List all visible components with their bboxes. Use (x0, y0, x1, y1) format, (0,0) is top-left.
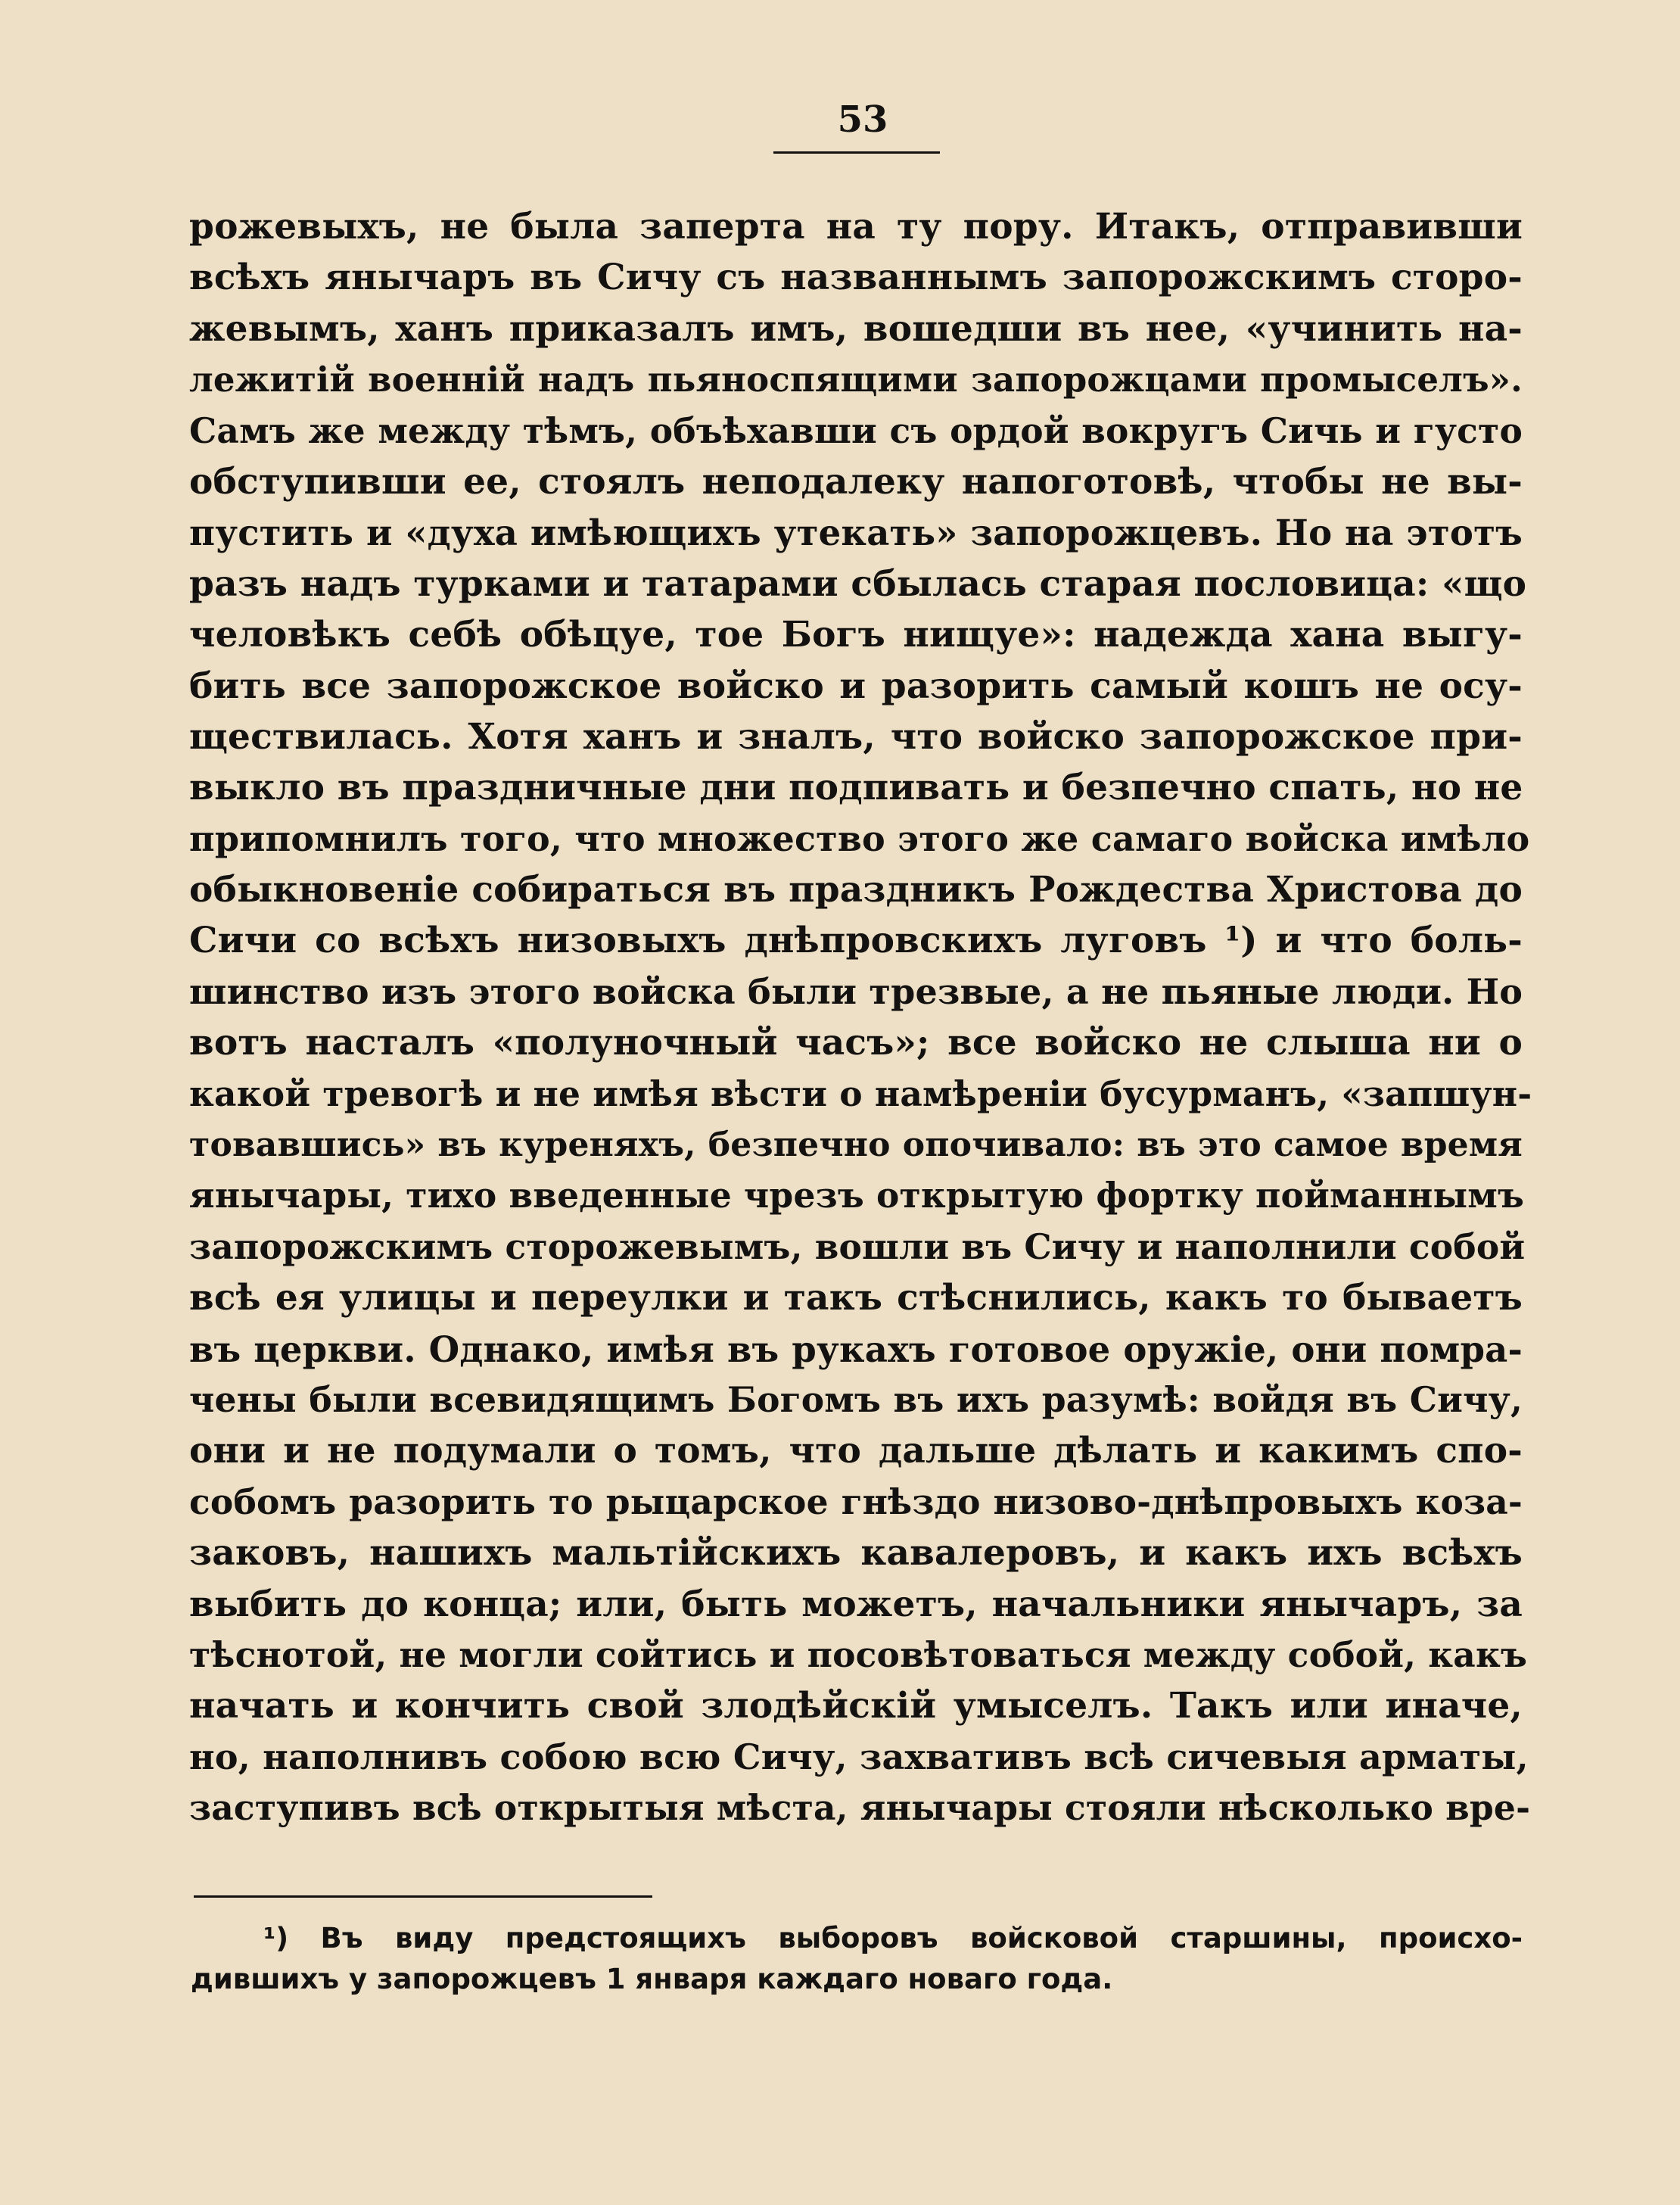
text-line: выбить до конца; или, быть можетъ, начальники янычаръ, за (189, 1583, 1523, 1625)
text-line: вотъ насталъ «полуночный часъ»; все войско не слыша ни о (189, 1022, 1523, 1064)
text-line: Самъ же между тѣмъ, объѣхавши съ ордой вокругъ Сичь и густо (189, 410, 1523, 451)
text-line: припомнилъ того, что множество этого же самаго войска имѣло (189, 818, 1530, 859)
text-line: шинство изъ этого войска были трезвые, а не пьяные люди. Но (189, 970, 1523, 1012)
text-line: всѣхъ янычаръ въ Сичу съ названнымъ запорожскимъ сторо- (189, 257, 1523, 299)
page-number: 53 (837, 98, 888, 141)
text-line: въ церкви. Однако, имѣя въ рукахъ готовое оружіе, они помра- (189, 1328, 1523, 1370)
text-line: заковъ, нашихъ мальтійскихъ кавалеровъ, и какъ ихъ всѣхъ (189, 1532, 1523, 1574)
text-line: заступивъ всѣ открытыя мѣста, янычары стояли нѣсколько вре- (189, 1787, 1531, 1829)
body-text (189, 201, 1532, 1834)
text-line: рожевыхъ, не была заперта на ту пору. Итакъ, отправивши (189, 206, 1523, 248)
footnote-line: дившихъ у запорожцевъ 1 января каждаго новаго года. (191, 1963, 1113, 1995)
text-line: янычары, тихо введенные чрезъ открытую фортку пойманнымъ (189, 1175, 1525, 1216)
text-line: чены были всевидящимъ Богомъ въ ихъ разумѣ: войдя въ Сичу, (189, 1378, 1523, 1420)
footnote-rule (194, 1895, 652, 1898)
text-line: бить все запорожское войско и разорить самый кошъ не осу- (189, 665, 1523, 707)
text-line: тѣснотой, не могли сойтись и посовѣтоваться между собой, какъ (189, 1634, 1528, 1675)
page-number-rule (773, 151, 940, 154)
text-line: обыкновеніе собираться въ праздникъ Рождества Христова до (189, 869, 1523, 911)
footnote (191, 1918, 1523, 2000)
footnote-line: ¹) Въ виду предстоящихъ выборовъ войсковой старшины, происхо- (263, 1922, 1523, 1954)
text-line: обступивши ее, стоялъ неподалеку напоготовѣ, чтобы не вы- (189, 460, 1523, 503)
text-line: всѣ ея улицы и переулки и такъ стѣснились, какъ то бываетъ (189, 1277, 1523, 1319)
text-line: выкло въ праздничные дни подпивать и безпечно спать, но не (189, 767, 1523, 809)
text-line: пустить и «духа имѣющихъ утекать» запорожцевъ. Но на этотъ (189, 512, 1523, 554)
text-line: но, наполнивъ собою всю Сичу, захвативъ всѣ сичевыя арматы, (189, 1736, 1529, 1777)
text-line: собомъ разорить то рыцарское гнѣздо низово-днѣпровыхъ коза- (189, 1481, 1523, 1522)
text-line: человѣкъ себѣ обѣцуе, тое Богъ нищуе»: надежда хана выгу- (189, 614, 1523, 656)
text-line: начать и кончить свой злодѣйскій умыселъ. Такъ или иначе, (189, 1685, 1523, 1727)
text-line: лежитій военній надъ пьяноспящими запорожцами промыселъ». (189, 360, 1523, 400)
text-line: запорожскимъ сторожевымъ, вошли въ Сичу и наполнили собой (189, 1226, 1526, 1267)
text-line: разъ надъ турками и татарами сбылась старая пословица: «що (189, 562, 1527, 605)
text-line: Сичи со всѣхъ низовыхъ днѣпровскихъ луговъ ¹) и что боль- (189, 920, 1523, 962)
text-line: они и не подумали о томъ, что дальше дѣлать и какимъ спо- (189, 1430, 1523, 1472)
text-line: жевымъ, ханъ приказалъ имъ, вошедши въ нее, «учинить на- (189, 307, 1523, 350)
text-line: ществилась. Хотя ханъ и зналъ, что войско запорожское при- (189, 715, 1523, 758)
text-line: товавшись» въ куреняхъ, безпечно опочивало: въ это самое время (189, 1126, 1523, 1165)
text-line: какой тревогѣ и не имѣя вѣсти о намѣреніи бусурманъ, «запшун- (189, 1073, 1532, 1114)
